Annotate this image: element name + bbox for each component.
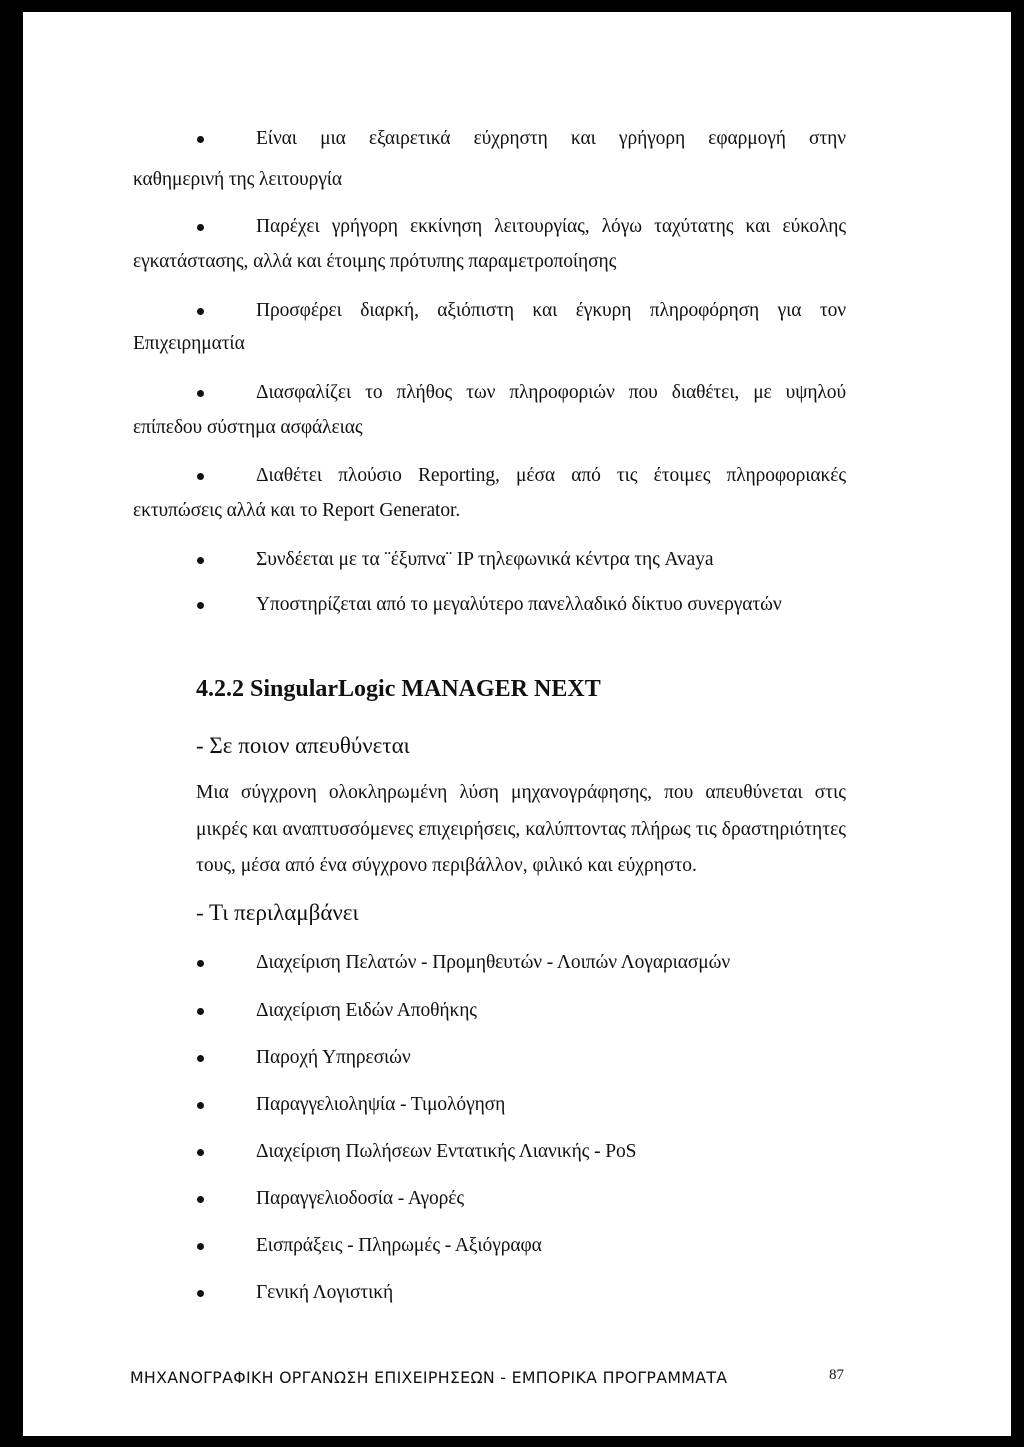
module-item: Γενική Λογιστική [256,1282,394,1303]
bullet-continuation: Επιχειρηματία [133,333,245,354]
module-item: Παραγγελιοληψία - Τιμολόγηση [256,1094,506,1115]
bullet-icon [197,1290,204,1297]
bullet-text: Προσφέρει διαρκή, αξιόπιστη και έγκυρη πληροφόρηση για τον [256,300,846,321]
bullet-continuation: καθημερινή της λειτουργία [133,169,342,190]
bullet-icon [197,308,204,315]
bullet-icon [197,1243,204,1250]
module-item: Παροχή Υπηρεσιών [256,1047,411,1068]
bullet-icon [197,1055,204,1062]
bullet-icon [197,1196,204,1203]
bullet-icon [197,1149,204,1156]
module-item: Διαχείριση Πελατών - Προμηθευτών - Λοιπών Λογαριασμών [256,952,731,973]
bullet-text: Υποστηρίζεται από το μεγαλύτερο πανελλαδικό δίκτυο συνεργατών [256,594,782,615]
paragraph-line: Μια σύγχρονη ολοκληρωμένη λύση μηχανογράφησης, που απευθύνεται στις [196,782,846,803]
bullet-icon [197,960,204,967]
bullet-icon [197,224,204,231]
subheading-audience: - Σε ποιον απευθύνεται [196,733,410,758]
page-number: 87 [829,1367,844,1383]
bullet-continuation: εγκατάστασης, αλλά και έτοιμης πρότυπης παραμετροποίησης [133,251,617,272]
bullet-continuation: εκτυπώσεις αλλά και το Report Generator. [133,500,461,521]
bullet-text: Διαθέτει πλούσιο Reporting, μέσα από τις έτοιμες πληροφοριακές [256,465,846,486]
bullet-icon [197,390,204,397]
bullet-text: Παρέχει γρήγορη εκκίνηση λειτουργίας, λόγω ταχύτατης και εύκολης [256,216,846,237]
bullet-icon [197,136,204,143]
paragraph-line: μικρές και αναπτυσσόμενες επιχειρήσεις, καλύπτοντας πλήρως τις δραστηριότητες [196,819,846,840]
footer-title: ΜΗΧΑΝΟΓΡΑΦΙΚΗ ΟΡΓΑΝΩΣΗ ΕΠΙΧΕΙΡΗΣΕΩΝ - ΕΜΠΟΡΙΚΑ ΠΡΟΓΡΑΜΜΑΤΑ [130,1368,728,1387]
bullet-icon [197,473,204,480]
bullet-icon [197,1102,204,1109]
bullet-icon [197,1008,204,1015]
module-item: Διαχείριση Ειδών Αποθήκης [256,1000,477,1021]
module-item: Παραγγελιοδοσία - Αγορές [256,1188,464,1209]
bullet-text: Διασφαλίζει το πλήθος των πληροφοριών που διαθέτει, με υψηλού [256,382,846,403]
bullet-text: Συνδέεται με τα ¨έξυπνα¨ IP τηλεφωνικά κέντρα της Avaya [256,549,714,570]
bullet-text: Είναι μια εξαιρετικά εύχρηστη και γρήγορη εφαρμογή στην [256,128,846,149]
section-heading: 4.2.2 SingularLogic MANAGER NEXT [196,676,601,702]
module-item: Εισπράξεις - Πληρωμές - Αξιόγραφα [256,1235,542,1256]
subheading-includes: - Τι περιλαμβάνει [196,900,359,925]
bullet-icon [197,557,204,564]
paragraph-line: τους, μέσα από ένα σύγχρονο περιβάλλον, φιλικό και εύχρηστο. [196,855,697,876]
document-page [23,12,1011,1436]
bullet-continuation: επίπεδου σύστημα ασφάλειας [133,417,363,438]
module-item: Διαχείριση Πωλήσεων Εντατικής Λιανικής - PoS [256,1141,637,1162]
bullet-icon [197,602,204,609]
